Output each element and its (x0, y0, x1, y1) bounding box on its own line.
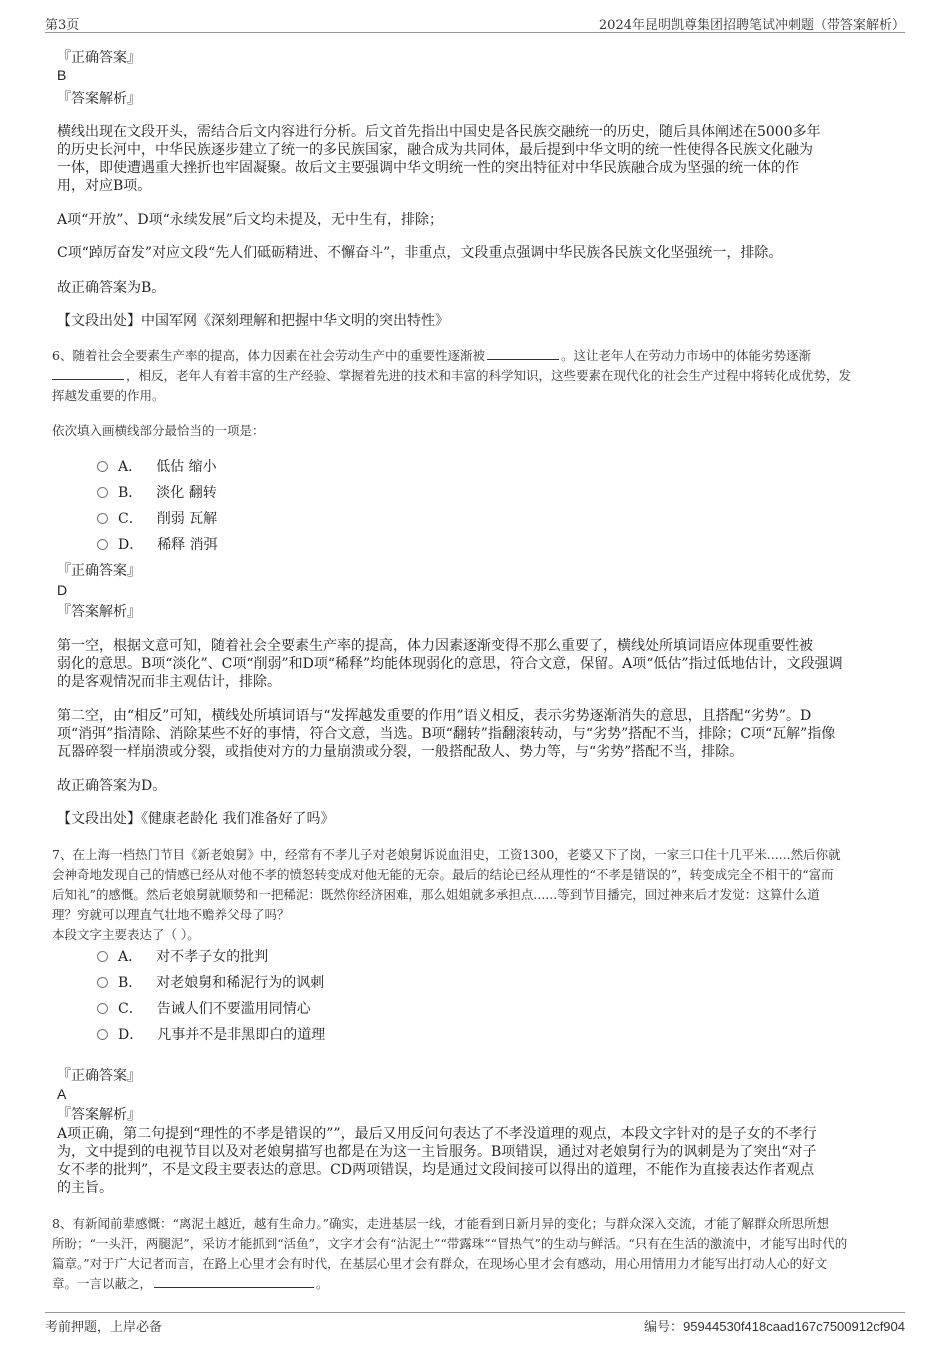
q5-answer: B (57, 67, 67, 83)
q6-analysis-line: 的是客观情况而非主观估计，排除。 (57, 674, 281, 690)
q7-analysis-line: A项正确，第二句提到“理性的不孝是错误的””，最后又用反问句表达了不孝没道理的观点，本段文字针对的是子女的不孝行 (57, 1126, 817, 1142)
q5-analysis-label: 『答案解析』 (57, 91, 141, 107)
q7-stem-line: 理？穷就可以理直气壮地不赡养父母了吗？ (52, 907, 290, 922)
q6-stem-line: ，相反，老年人有着丰富的生产经验、掌握着先进的技术和丰富的科学知识，这些要素在现代化的社会生产过程中将转化成优势，发 (52, 366, 902, 386)
q7-stem-line: 后知礼”的感慨。然后老娘舅就顺势和一把稀泥：既然你经济困难，那么姐姐就多承担点......等到节目播完，回过神来后才发觉：这算什么道 (52, 887, 820, 902)
q6-option-d[interactable]: D． 稀释 消弭 (97, 533, 218, 555)
q7-answer-label: 『正确答案』 (57, 1068, 141, 1084)
q6-prompt: 依次填入画横线部分最恰当的一项是： (52, 423, 265, 438)
q8-stem-line: 章。一言以蔽之， 。 (52, 1276, 329, 1291)
radio-icon[interactable] (97, 539, 108, 550)
radio-icon[interactable] (97, 1003, 108, 1014)
q6-analysis-line: 第二空，由“相反”可知，横线处所填词语与“发挥越发重要的作用”语义相反，表示劣势逐渐消失的意思，且搭配“劣势”。D (57, 708, 812, 724)
q7-analysis-line: 为，文中提到的电视节目以及对老娘舅描写也都是在为这一主旨服务。B项错误，通过对老娘舅行为的讽刺是为了突出“对子 (57, 1144, 817, 1160)
q7-stem-line: 会神奇地发现自己的情感已经从对他不孝的愤怒转变成对他无能的无奈。最后的结论已经从理性的“不孝是错误的”，转变成完全不相干的“富而 (52, 867, 834, 882)
q6-stem: 6、随着社会全要素生产率的提高，体力因素在社会劳动生产中的重要性逐渐被 。这让老年人在劳动力市场中的体能劣势逐渐 (52, 348, 811, 363)
q6-analysis-line: 瓦器碎裂一样崩溃或分裂，或指使对方的力量崩溃或分裂，一般搭配敌人、势力等，与“劣势”搭配不当，排除。 (57, 744, 744, 760)
q7-analysis-line: 的主旨。 (57, 1180, 113, 1196)
q5-source: 【文段出处】中国军网《深刻理解和把握中华文明的突出特性》 (57, 313, 449, 329)
q8-stem-line: 篇章。”对于广大记者而言，在路上心里才会有时代，在基层心里才会有群众，在现场心里才会有感动，用心用情用力才能写出打动人心的好文 (52, 1256, 828, 1271)
q6-option-b[interactable]: B． 淡化 翻转 (97, 481, 217, 503)
q6-answer-label: 『正确答案』 (57, 563, 141, 579)
q6-option-c[interactable]: C． 削弱 瓦解 (97, 507, 217, 529)
radio-icon[interactable] (97, 461, 108, 472)
q6-source: 【文段出处】《健康老龄化 我们准备好了吗》 (57, 811, 335, 827)
q6-analysis-label: 『答案解析』 (57, 604, 141, 620)
q7-option-c[interactable]: C． 告诫人们不要滥用同情心 (97, 997, 311, 1019)
q7-option-b[interactable]: B． 对老娘舅和稀泥行为的讽刺 (97, 971, 324, 993)
footer-slogan: 考前押题，上岸必备 (45, 1320, 163, 1335)
fill-blank (154, 1275, 314, 1288)
q6-analysis-line: 项“消弭”指清除、消除某些不好的事情，符合文意，当选。B项“翻转”指翻滚转动，与“劣势”搭配不当，排除；C项“瓦解”指像 (57, 726, 836, 742)
page-number: 第3页 (45, 18, 80, 33)
q8-stem-line: 8、有新闻前辈感慨：“离泥土越近，越有生命力。”确实，走进基层一线，才能看到日新月异的变化；与群众深入交流，才能了解群众所思所想 (52, 1216, 829, 1231)
radio-icon[interactable] (97, 513, 108, 524)
q7-option-a[interactable]: A． 对不孝子女的批判 (97, 945, 268, 967)
q7-answer: A (57, 1086, 67, 1102)
q6-conclusion: 故正确答案为D。 (57, 778, 167, 794)
q8-stem-line: 所盼；“一头汗，两腿泥”，采访才能抓到“活鱼”，文字才会有“沾泥土”“带露珠”“冒热气”的生动与鲜活。“只有在生活的激流中，才能写出时代的 (52, 1236, 848, 1251)
q5-analysis-line: 用，对应B项。 (57, 178, 152, 194)
q6-analysis-line: 第一空，根据文意可知，随着社会全要素生产率的提高，体力因素逐渐变得不那么重要了，横线处所填词语应体现重要性被 (57, 638, 813, 654)
q5-analysis-paragraph: C项“踔厉奋发”对应文段“先人们砥砺精进、不懈奋斗”，非重点，文段重点强调中华民族各民族文化坚强统一，排除。 (57, 245, 783, 261)
document-title: 2024年昆明凯尊集团招聘笔试冲刺题（带答案解析） (598, 18, 905, 33)
q7-prompt: 本段文字主要表达了（ ）。 (52, 927, 200, 942)
page-footer (45, 1312, 905, 1335)
radio-icon[interactable] (97, 951, 108, 962)
q5-conclusion: 故正确答案为B。 (57, 280, 166, 296)
radio-icon[interactable] (97, 1029, 108, 1040)
q7-stem-line: 7、在上海一档热门节目《新老娘舅》中，经常有不孝儿子对老娘舅诉说血泪史，工资1300，老婆又下了岗，一家三口住十几平米......然后你就 (52, 847, 841, 862)
q5-analysis-line: 横线出现在文段开头，需结合后文内容进行分析。后文首先指出中国史是各民族交融统一的历史，随后具体阐述在5000多年 (57, 124, 821, 140)
q6-analysis-line: 弱化的意思。B项“淡化”、C项“削弱”和D项“稀释”均能体现弱化的意思，符合文意，保留。A项“低估”指过低地估计，文段强调 (57, 656, 843, 672)
q5-analysis-line: 的历史长河中，中华民族逐步建立了统一的多民族国家，融合成为共同体，最后提到中华文明的统一性使得各民族文化融为 (57, 142, 813, 158)
radio-icon[interactable] (97, 487, 108, 498)
q6-stem-line: 挥越发重要的作用。 (52, 388, 165, 403)
q7-analysis-line: 女不孝的批判”，不是文段主要表达的意思。CD两项错误，均是通过文段间接可以得出的道理，不能作为直接表达作者观点 (57, 1162, 815, 1178)
fill-blank (52, 367, 124, 380)
q6-option-a[interactable]: A． 低估 缩小 (97, 455, 217, 477)
q5-analysis-paragraph: A项“开放”、D项“永续发展”后文均未提及，无中生有，排除； (57, 212, 443, 228)
q5-analysis-line: 一体，即使遭遇重大挫折也牢固凝聚。故后文主要强调中华文明统一性的突出特征对中华民族融合成为坚强的统一体的作 (57, 160, 799, 176)
document-id: 编号：95944530f418caad167c7500912cf904 (644, 1319, 905, 1335)
q6-answer: D (57, 582, 68, 598)
q7-option-d[interactable]: D． 凡事并不是非黑即白的道理 (97, 1023, 325, 1045)
q7-analysis-label: 『答案解析』 (57, 1107, 141, 1123)
radio-icon[interactable] (97, 977, 108, 988)
page-header (45, 12, 905, 33)
q5-answer-label: 『正确答案』 (57, 50, 141, 66)
fill-blank (487, 347, 559, 360)
